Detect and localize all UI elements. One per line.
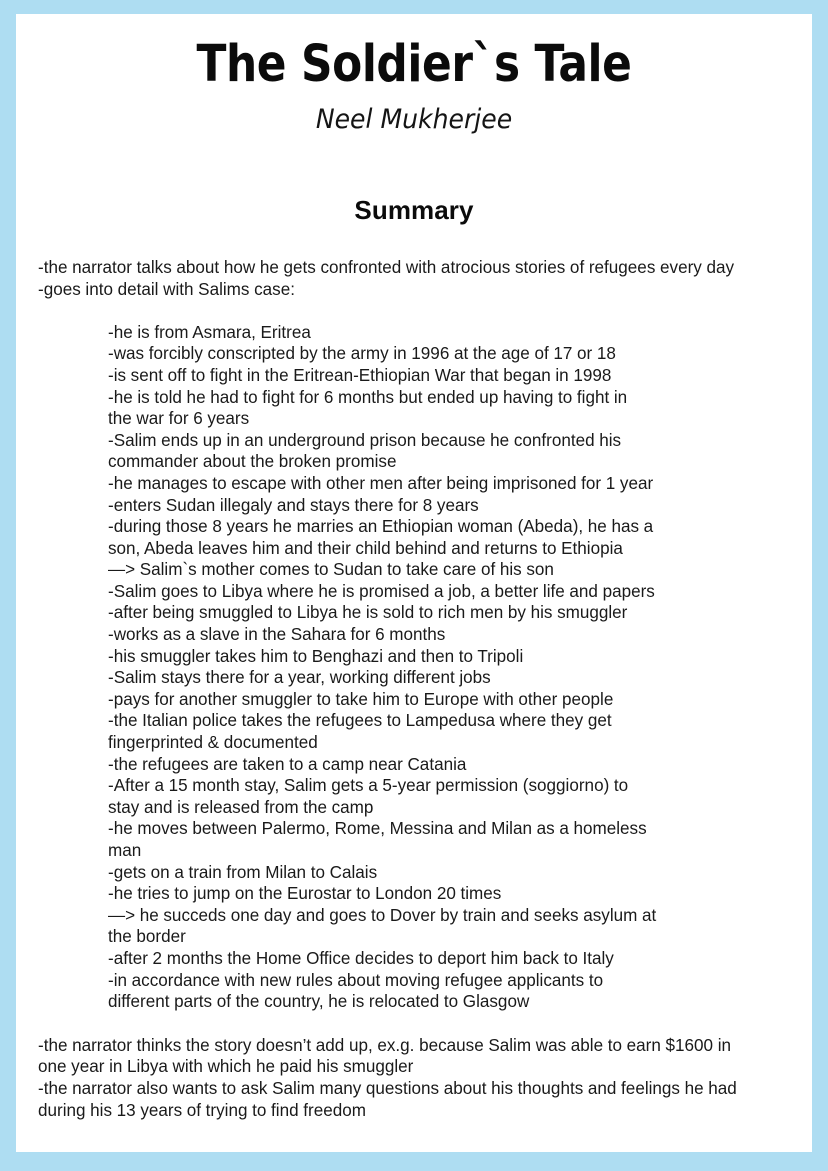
document-page <box>16 14 812 1152</box>
closing-paragraph: -the narrator thinks the story doesn’t add up, ex.g. because Salim was able to earn $1600 in one year in Libya with which he paid his smuggler -the narrator also wants to ask Salim many questions about his thoughts and feelings he had during his 13 years of trying to find freedom <box>38 1035 737 1120</box>
author-name: Neel Mukherjee <box>315 104 513 136</box>
page-title: The Soldier`s Tale <box>196 35 632 94</box>
salim-case-details: -he is from Asmara, Eritrea -was forcibly conscripted by the army in 1996 at the age of 17 or 18 -is sent off to fight in the Eritrean-Ethiopian War that began in 1998 -he is told he had to fight for 6 months but ended up having to fight in the war for 6 years -Salim ends up in an underground prison because he confronted his commander about the broken promise -he manages to escape with other men after being imprisoned for 1 year -enters Sudan illegaly and stays there for 8 years -during those 8 years he marries an Ethiopian woman (Abeda), he has a son, Abeda leaves him and their child behind and returns to Ethiopia —> Salim`s mother comes to Sudan to take care of his son -Salim goes to Libya where he is promised a job, a better life and papers -after being smuggled to Libya he is sold to rich men by his smuggler -works as a slave in the Sahara for 6 months -his smuggler takes him to Benghazi and then to Tripoli -Salim stays there for a year, working different jobs -pays for another smuggler to take him to Europe with other people -the Italian police takes the refugees to Lampedusa where they get fingerprinted & documented -the refugees are taken to a camp near Catania -After a 15 month stay, Salim gets a 5-year permission (soggiorno) to stay and is released from the camp -he moves between Palermo, Rome, Messina and Milan as a homeless man -gets on a train from Milan to Calais -he tries to jump on the Eurostar to London 20 times —> he succeds one day and goes to Dover by train and seeks asylum at the border -after 2 months the Home Office decides to deport him back to Italy -in accordance with new rules about moving refugee applicants to different parts of the country, he is relocated to Glasgow <box>108 322 657 1012</box>
summary-body <box>16 226 812 1121</box>
section-heading-summary: Summary <box>354 195 474 226</box>
intro-paragraph: -the narrator talks about how he gets confronted with atrocious stories of refugees every day -goes into detail with Salims case: <box>38 258 735 299</box>
title-block <box>16 14 812 135</box>
